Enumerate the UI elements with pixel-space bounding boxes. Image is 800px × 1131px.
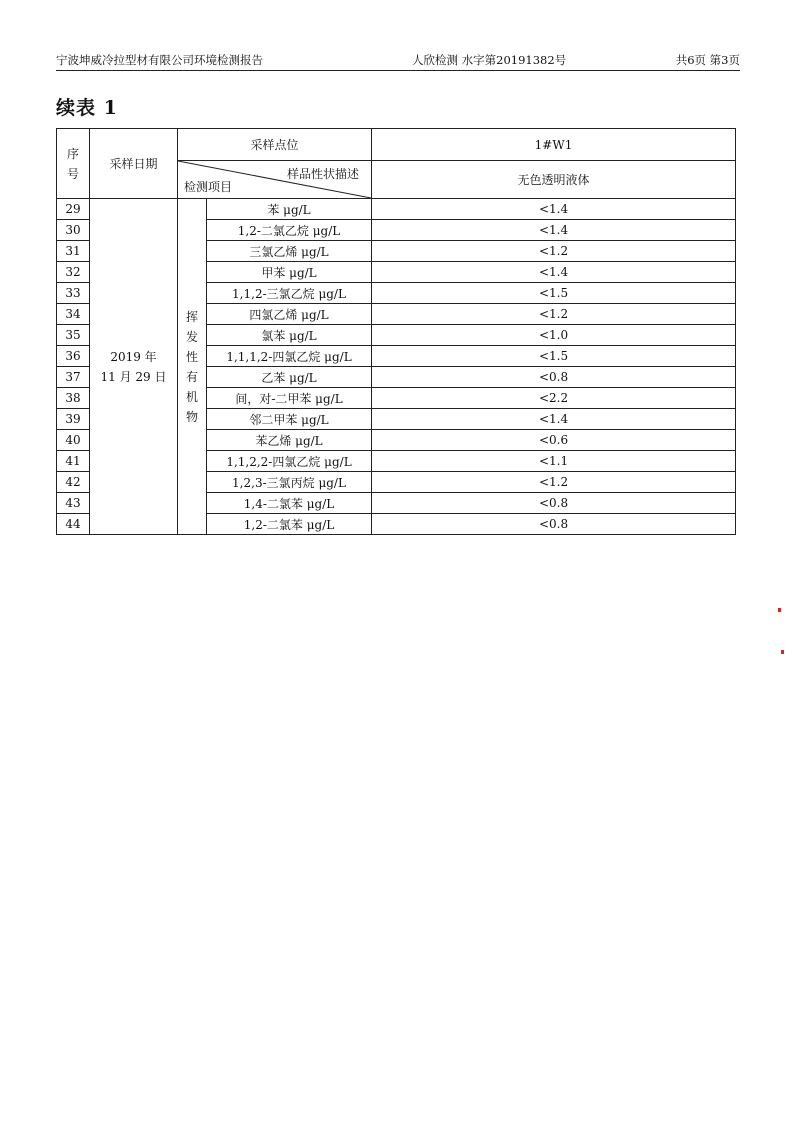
row-seq: 33 <box>57 283 90 304</box>
row-seq: 39 <box>57 409 90 430</box>
row-result: <1.5 <box>372 346 736 367</box>
row-seq: 43 <box>57 493 90 514</box>
row-seq: 32 <box>57 262 90 283</box>
row-result: <1.4 <box>372 199 736 220</box>
row-item: 邻二甲苯 μg/L <box>207 409 372 430</box>
company-report-title: 宁波坤威冷拉型材有限公司环境检测报告 <box>56 53 263 67</box>
row-seq: 37 <box>57 367 90 388</box>
row-item: 苯乙烯 μg/L <box>207 430 372 451</box>
category-cell <box>178 199 207 535</box>
row-item: 间，对-二甲苯 μg/L <box>207 388 372 409</box>
table-row <box>57 199 736 220</box>
edge-mark <box>781 650 784 654</box>
row-result: <1.4 <box>372 409 736 430</box>
row-item: 乙苯 μg/L <box>207 367 372 388</box>
page-header <box>56 52 740 71</box>
edge-mark <box>778 608 781 612</box>
row-seq: 34 <box>57 304 90 325</box>
row-seq: 29 <box>57 199 90 220</box>
desc-value: 无色透明液体 <box>372 161 736 199</box>
row-result: <0.8 <box>372 367 736 388</box>
seq-header: 序号 <box>57 129 90 199</box>
row-result: <1.1 <box>372 451 736 472</box>
row-seq: 38 <box>57 388 90 409</box>
row-result: <1.2 <box>372 472 736 493</box>
category-label: 挥发性有机物 <box>185 309 198 424</box>
row-item: 1,1,2,2-四氯乙烷 μg/L <box>207 451 372 472</box>
sampling-date: 2019 年 11 月 29 日 <box>90 199 178 535</box>
row-item: 甲苯 μg/L <box>207 262 372 283</box>
row-seq: 35 <box>57 325 90 346</box>
row-item: 四氯乙烯 μg/L <box>207 304 372 325</box>
date-header: 采样日期 <box>90 129 178 199</box>
row-item: 1,2-二氯乙烷 μg/L <box>207 220 372 241</box>
row-item: 1,2-二氯苯 μg/L <box>207 514 372 535</box>
point-header: 采样点位 <box>178 129 372 161</box>
row-result: <1.5 <box>372 283 736 304</box>
point-value: 1#W1 <box>372 129 736 161</box>
row-seq: 36 <box>57 346 90 367</box>
row-item: 氯苯 μg/L <box>207 325 372 346</box>
row-seq: 44 <box>57 514 90 535</box>
row-result: <0.6 <box>372 430 736 451</box>
row-result: <0.8 <box>372 493 736 514</box>
page-indicator: 共6页 第3页 <box>675 53 740 67</box>
row-result: <1.2 <box>372 241 736 262</box>
row-result: <0.8 <box>372 514 736 535</box>
row-seq: 41 <box>57 451 90 472</box>
row-result: <1.4 <box>372 220 736 241</box>
row-result: <2.2 <box>372 388 736 409</box>
row-item: 1,1,1,2-四氯乙烷 μg/L <box>207 346 372 367</box>
row-result: <1.4 <box>372 262 736 283</box>
row-item: 三氯乙烯 μg/L <box>207 241 372 262</box>
table-continuation-title: 续表 1 <box>56 97 118 119</box>
row-item: 1,2,3-三氯丙烷 μg/L <box>207 472 372 493</box>
table-body <box>57 199 736 535</box>
results-table <box>56 128 736 535</box>
diagonal-header <box>178 161 372 199</box>
row-result: <1.2 <box>372 304 736 325</box>
item-label: 检测项目 <box>184 180 233 194</box>
report-number: 人欣检测 水字第20191382号 <box>412 53 567 67</box>
row-seq: 42 <box>57 472 90 493</box>
row-seq: 31 <box>57 241 90 262</box>
row-result: <1.0 <box>372 325 736 346</box>
row-item: 1,1,2-三氯乙烷 μg/L <box>207 283 372 304</box>
row-item: 苯 μg/L <box>207 199 372 220</box>
desc-label: 样品性状描述 <box>287 167 360 181</box>
row-seq: 40 <box>57 430 90 451</box>
row-seq: 30 <box>57 220 90 241</box>
row-item: 1,4-二氯苯 μg/L <box>207 493 372 514</box>
